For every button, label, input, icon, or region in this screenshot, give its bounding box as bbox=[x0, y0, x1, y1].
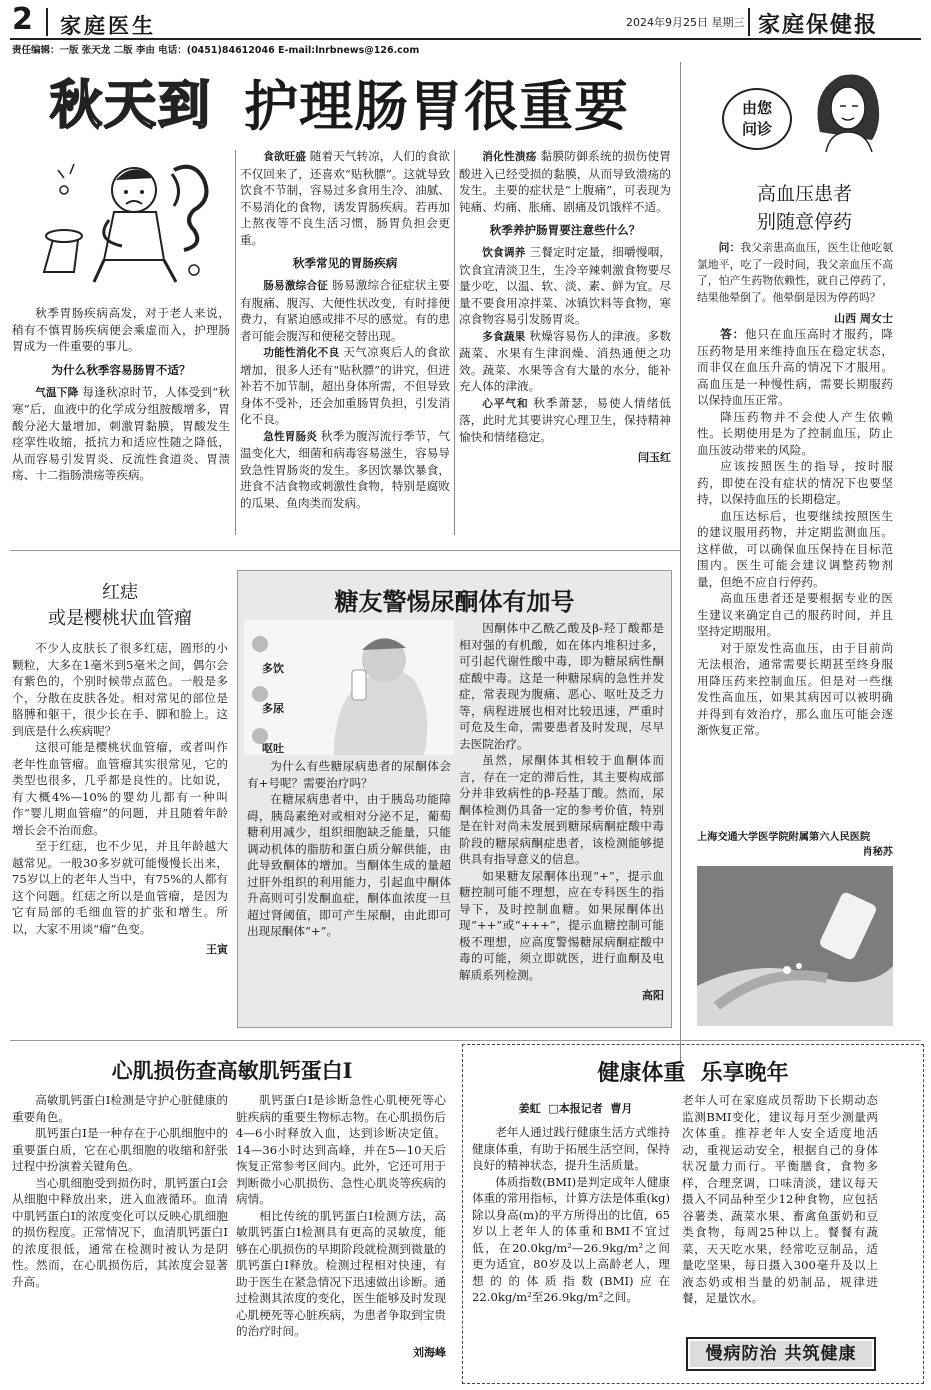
paper-name: 家庭保健报 bbox=[758, 12, 879, 38]
masthead-bar-right bbox=[748, 8, 750, 36]
lead-label: 肠易激综合征 bbox=[263, 280, 329, 292]
weight-col1 bbox=[472, 1124, 670, 1382]
main-para-2 bbox=[240, 148, 450, 248]
question-label: 问： bbox=[718, 241, 741, 254]
weight-title: 健康体重 乐享晚年 bbox=[597, 1060, 789, 1086]
heart-para-3: 当心肌细胞受到损伤时，肌钙蛋白I会从细胞中释放出来，进入血液循环。血清中肌钙蛋白I的浓度变化可以反映心肌细胞的损伤程度。正常情况下，血清肌钙蛋白I的浓度很低，通常在检测时被认为是阴性。然而，在心肌损伤后，其浓度会显著升高。 bbox=[12, 1175, 228, 1289]
consult-asker: 山西 周女士 bbox=[834, 312, 893, 325]
weight-col2 bbox=[682, 1092, 878, 1330]
lead-label: 消化性溃疡 bbox=[482, 151, 537, 163]
main-para-text: 每逢秋凉时节，人体受到“秋寒”后，血液中的化学成分组胺酸增多，胃酸分泌大量增加，刺激胃黏膜，胃酸发生痉挛性收缩，抵抗力和适应性随之降低，从而容易引发胃炎、反流性食道炎、胃溃疡、十二指肠溃疡等疾病。 bbox=[12, 384, 230, 482]
heart-para-1: 高敏肌钙蛋白I检测是守护心脏健康的重要角色。 bbox=[12, 1093, 228, 1124]
masthead-bar bbox=[46, 8, 48, 36]
main-para-8 bbox=[459, 328, 671, 395]
diabetes-para-3: 因酮体中乙酰乙酸及β-羟丁酸都是相对强的有机酸，如在体内堆积过多，可引起代谢性酸中毒，即为糖尿病性酮症酸中毒。这是一种糖尿病的急性并发症，常表现为腹痛、恶心、呕吐及乏力等，病程进展也相对比较迅速，严重时可危及生命，需要患者及时发现，尽早去医院治疗。 bbox=[459, 621, 664, 751]
section-title: 家庭医生 bbox=[60, 13, 156, 38]
page-number: 2 bbox=[12, 2, 33, 37]
column-rule bbox=[680, 62, 681, 1062]
heart-para-4: 肌钙蛋白I是诊断急性心肌梗死等心脏疾病的重要生物标志物。在心肌损伤后4—6小时释放入血，达到诊断决定值。14—36小时达到高峰，并在5—10天后恢复正常参考区间内。此外，它还可用于判断微小心肌损伤、急性心肌炎等疾病的病情。 bbox=[236, 1093, 446, 1206]
lead-label: 急性胃肠炎 bbox=[263, 430, 317, 443]
hongzhi-para-1: 不少人皮肤长了很多红痣，圆形的小颗粒，大多在1毫米到5毫米之间，偶尔会有紫色的，个别时候带点蓝色。一般是多个，分散在皮肤各处。相对常见的部位是胳膊和躯干，很少长在手、脚和脸上。这到底是什么疾病呢？ bbox=[12, 641, 228, 738]
diabetes-title: 糖友警惕尿酮体有加号 bbox=[334, 587, 575, 616]
consult-title-line1: 高血压患者 bbox=[756, 183, 852, 205]
issue-date: 2024年9月25日 星期三 bbox=[626, 16, 745, 29]
main-para-5 bbox=[240, 428, 450, 512]
section-rule bbox=[10, 550, 680, 551]
main-title-a: 秋天到 bbox=[50, 76, 213, 136]
symptom-urine-label: 多尿 bbox=[262, 702, 284, 715]
consult-body bbox=[697, 240, 893, 860]
consult-answer-1 bbox=[697, 326, 893, 409]
main-article-col3 bbox=[459, 148, 671, 540]
doctor-portrait bbox=[800, 62, 890, 152]
main-para-6 bbox=[459, 148, 671, 215]
main-para-text: 秋季萧瑟，易使人情绪低落，此时尤其要讲究心理卫生，保持精神愉快和情绪稳定。 bbox=[459, 395, 671, 444]
main-para-3 bbox=[240, 277, 450, 344]
heart-col2 bbox=[236, 1092, 446, 1382]
lead-label: 多食蔬果 bbox=[482, 330, 526, 343]
main-para-1 bbox=[12, 384, 230, 484]
weight-byline: 姜虹 □本报记者 曹月 bbox=[518, 1102, 633, 1115]
lead-label: 气温下降 bbox=[35, 386, 79, 399]
diabetes-para-5: 如果糖友尿酮体出现“+”，提示血糖控制可能不理想，应在专科医生的指导下，及时控制血糖。如果尿酮体出现“++”或“+++”，提示血糖控制可能极不理想，应高度警惕糖尿病酮症酸中毒的可能，须立即就医，进行血酮及电解质系列检测。 bbox=[459, 868, 664, 982]
consult-org bbox=[697, 830, 893, 860]
symptom-vomit-label: 呕吐 bbox=[262, 742, 284, 755]
main-intro: 秋季胃肠疾病高发，对于老人来说，稍有不慎胃肠疾病便会乘虚而入，护理肠胃成为一件重要的事儿。 bbox=[12, 306, 230, 353]
consult-answer-5: 高血压患者还是要根据专业的医生建议来确定自己的服药时间，并且坚持定期服用。 bbox=[697, 591, 893, 638]
series-banner bbox=[686, 1337, 876, 1371]
stomach-pain-cartoon bbox=[34, 150, 220, 290]
diabetes-para-2: 在糖尿病患者中，由于胰岛功能障碍，胰岛素绝对或相对分泌不足，葡萄糖利用减少，组织细胞缺乏能量，只能调动机体的脂肪和蛋白质分解供能，由此导致酮体的增加。当酮体生成的量超过肝外组织的利用能力，引起血中酮体升高则可引发酮血症，酮体血浓度一旦超过肾阈值，即可产生尿酮，由此即可出现尿酮体“+”。 bbox=[247, 792, 451, 938]
hongzhi-title-line1: 红痣 bbox=[102, 582, 138, 603]
main-para-text: 肠易激综合征症状主要有腹痛、腹泻、大便性状改变，有时排便费力，有紧迫感或排不尽的感觉。有的患者可能会腹泻和便秘交替出现。 bbox=[240, 278, 450, 343]
series-banner-text: 慢病防治 共筑健康 bbox=[690, 1341, 872, 1367]
answer-text: 他只在血压高时才服药，降压药物是用来维持血压在稳定状态，而非仅在血压升高的情况下才服用。高血压是一种慢性病，需要长期服药以保持血压正常。 bbox=[697, 327, 893, 407]
main-para-text: 天气凉爽后人的食欲增加，很多人还有“贴秋膘”的讲究，但进补若不加节制，超出身体所需，不但导致身体不受补，还会加重肠胃负担，引发消化不良。 bbox=[240, 345, 450, 426]
consult-answer-4: 血压达标后，也要继续按照医生的建议服用药物，并定期监测血压。这样做，可以确保血压保持在目标范围内。医生可能会建议调整药物剂量，但绝不应自行停药。 bbox=[697, 508, 893, 589]
hongzhi-title-line2: 或是樱桃状血管瘤 bbox=[48, 608, 192, 629]
heart-author: 刘海峰 bbox=[413, 1345, 446, 1359]
main-para-text: 三餐定时定量，细嚼慢咽，饮食宜清淡卫生，生冷辛辣刺激食物要尽量少吃，以温、软、淡、素、鲜为宜。尽量不要食用凉拌菜、冰镇饮料等食物，寒凉食物容易引发肠胃炎。 bbox=[459, 245, 671, 326]
question-text: 我父亲患高血压，医生让他吃氨氯地平，吃了一段时间，我父亲血压不高了，怕产生药物依赖性，就自己停药了，结果他晕倒了。他晕倒是因为停药吗？ bbox=[697, 241, 893, 304]
bottom-section-rule bbox=[10, 1040, 921, 1041]
consult-badge-line2: 问诊 bbox=[741, 120, 772, 138]
hongzhi-body bbox=[12, 640, 228, 1020]
main-para-4 bbox=[240, 344, 450, 428]
pill-hand-photo bbox=[697, 866, 893, 1026]
column-rule bbox=[454, 150, 455, 535]
column-rule bbox=[235, 150, 236, 535]
heart-para-2: 肌钙蛋白I是一种存在于心肌细胞中的重要蛋白质，它在心肌细胞的收缩和舒张过程中扮演着关键角色。 bbox=[12, 1126, 228, 1173]
main-title-b: 护理肠胃很重要 bbox=[244, 74, 629, 138]
consult-answer-3: 应该按照医生的指导，按时服药，即使在没有症状的情况下也要坚持，以保持血压的长期稳定。 bbox=[697, 459, 893, 506]
heart-para-5: 相比传统的肌钙蛋白I检测方法，高敏肌钙蛋白I检测具有更高的灵敏度，能够在心肌损伤的早期阶段就检测到微量的肌钙蛋白I释放。检测过程相对快速，有助于医生在紧急情况下迅速做出诊断。通过检测其浓度的变化，医生能够及时发现心肌梗死等心脏疾病，为患者争取到宝贵的治疗时间。 bbox=[236, 1208, 446, 1338]
main-author: 闫玉红 bbox=[638, 451, 671, 464]
heart-col1 bbox=[12, 1092, 228, 1382]
consult-badge bbox=[722, 88, 792, 150]
weight-para-2: 体质指数(BMI)是判定成年人健康体重的常用指标，计算方法是体重(kg)除以身高(m)的平方所得出的比值，65岁以上老年人的体重和BMI不宜过低，在20.0kg/m²—26.9kg/m²之间更为适宜，80岁及以上高龄老人，理想的的体质指数(BMI)应在22.0kg/m²至26.9kg/m²之间。 bbox=[472, 1174, 670, 1304]
masthead-rule bbox=[10, 38, 921, 40]
main-para-7 bbox=[459, 244, 671, 328]
consult-answer-6: 对于原发性高血压，由于目前尚无法根治，通常需要长期甚至终身服用降压药来控制血压。但是对一些继发性高血压，如果其病因可以被明确并得到有效治疗，那么血压可能会逐渐恢复正常。 bbox=[697, 640, 893, 737]
diabetes-col2 bbox=[459, 620, 664, 1020]
lead-label: 食欲旺盛 bbox=[263, 151, 306, 163]
consult-question bbox=[697, 240, 893, 306]
diabetes-col1 bbox=[247, 758, 451, 1020]
symptom-drink-label: 多饮 bbox=[262, 662, 284, 675]
weight-para-1: 老年人通过践行健康生活方式维持健康体重，有助于拓展生活空间，保持良好的精神状态，提升生活质量。 bbox=[472, 1125, 670, 1172]
main-para-text: 黏膜防御系统的损伤使胃酸进入已经受损的黏膜，从而导致溃疡的发生。主要的症状是“上腹痛”，可表现为钝痛、灼痛、胀痛、剧痛及饥饿样不适。 bbox=[459, 149, 671, 214]
consult-org-text: 上海交通大学医学院附属第六人民医院 bbox=[697, 832, 871, 843]
main-para-text: 秋季为腹泻流行季节，气温变化大，细菌和病毒容易滋生，容易导致急性胃肠炎的发生。多因饮暴饮暴食，进食不洁食物或刺激性食物，特别是腐败的瓜果、鱼肉类而发病。 bbox=[240, 428, 450, 510]
diabetes-para-4: 虽然，尿酮体其相较于血酮体而言，存在一定的滞后性，其主要构成部分并非致病性的β-羟基丁酸。然而，尿酮体检测仍具备一定的参考价值，特别是在针对尚未发展到糖尿病酮症酸中毒阶段的糖尿病酮症患者，该检测能够提供具有指导意义的信息。 bbox=[459, 753, 664, 866]
editor-credits: 责任编辑：一版 张天龙 二版 李由 电话：(0451)84612046 E-mail:lnrbnews@126.com bbox=[12, 45, 420, 56]
answer-label: 答： bbox=[720, 327, 745, 341]
consult-title bbox=[688, 180, 921, 236]
diabetes-para-1: 为什么有些糖尿病患者的尿酮体会有+号呢？需要治疗吗？ bbox=[247, 759, 451, 790]
main-article-col1 bbox=[12, 305, 230, 537]
hongzhi-para-2: 这很可能是樱桃状血管瘤，或者叫作老年性血管瘤。血管瘤其实很常见，它的类型也很多，几乎都是良性的。比如说，有大概4%—10%的婴幼儿都有一种叫作“婴儿期血管瘤”的问题，并且随着年龄增长会不治而愈。 bbox=[12, 740, 228, 837]
consult-badge-line1: 由您 bbox=[741, 99, 772, 117]
lead-label: 功能性消化不良 bbox=[263, 347, 340, 359]
main-sub-why: 为什么秋季容易肠胃不适？ bbox=[51, 362, 191, 377]
main-para-text: 随着天气转凉，人们的食欲不仅回来了，还喜欢“贴秋膘”。这就导致饮食不节制，容易过多食用生冷、油腻、不易消化的食物，诱发胃肠疾病。若再加上熬夜等不良生活习惯，肠胃负担会更重。 bbox=[240, 149, 450, 247]
consult-answer-2: 降压药物并不会使人产生依赖性。长期使用是为了控制血压，防止血压波动带来的风险。 bbox=[697, 409, 893, 457]
diabetes-illustration bbox=[244, 620, 454, 755]
main-article-col2 bbox=[240, 148, 450, 538]
main-para-9 bbox=[459, 395, 671, 446]
main-sub-care: 秋季养护肠胃要注意些什么？ bbox=[489, 223, 641, 237]
consult-title-line2: 别随意停药 bbox=[756, 211, 852, 233]
lead-label: 饮食调养 bbox=[482, 247, 526, 259]
weight-para-3: 老年人可在家庭成员帮助下长期动态监测BMI变化，建议每月至少测量两次体重。推荐老年人安全适度地活动，重视运动安全，根据自己的身体状况量力而行。平衡膳食，食物多样，合理烹调，口味清淡，建议每天摄入不同品种至少12种食物，应包括谷薯类、蔬菜水果、畜禽鱼蛋奶和豆类食物，每周25种以上。餐餐有蔬菜，天天吃水果，经常吃豆制品，适量吃坚果，每日摄入300毫升及以上液态奶或相当量的奶制品，规律进餐，足量饮水。 bbox=[682, 1093, 878, 1305]
heart-title: 心肌损伤查高敏肌钙蛋白I bbox=[111, 1058, 353, 1083]
hongzhi-author: 王寅 bbox=[206, 943, 228, 956]
consult-author: 肖秘苏 bbox=[862, 847, 893, 858]
lead-label: 心平气和 bbox=[482, 397, 529, 410]
main-sub-common: 秋季常见的胃肠疾病 bbox=[292, 256, 398, 270]
hongzhi-title bbox=[12, 580, 228, 632]
main-para-text: 秋燥容易伤人的津液。多数蔬菜、水果有生津润燥、消热通便之功效。蔬菜、水果等含有大量的水分，能补充人体的津液。 bbox=[459, 328, 671, 393]
hongzhi-para-3: 至于红痣，也不少见，并且年龄越大越常见。一般30多岁就可能慢慢长出来，75岁以上的老年人当中，有75%的人都有这个问题。红痣之所以是血管瘤，是因为它有局部的毛细血管的扩张和增生。所以，大家不用谈“瘤”色变。 bbox=[12, 839, 228, 936]
diabetes-author: 高阳 bbox=[642, 989, 664, 1002]
